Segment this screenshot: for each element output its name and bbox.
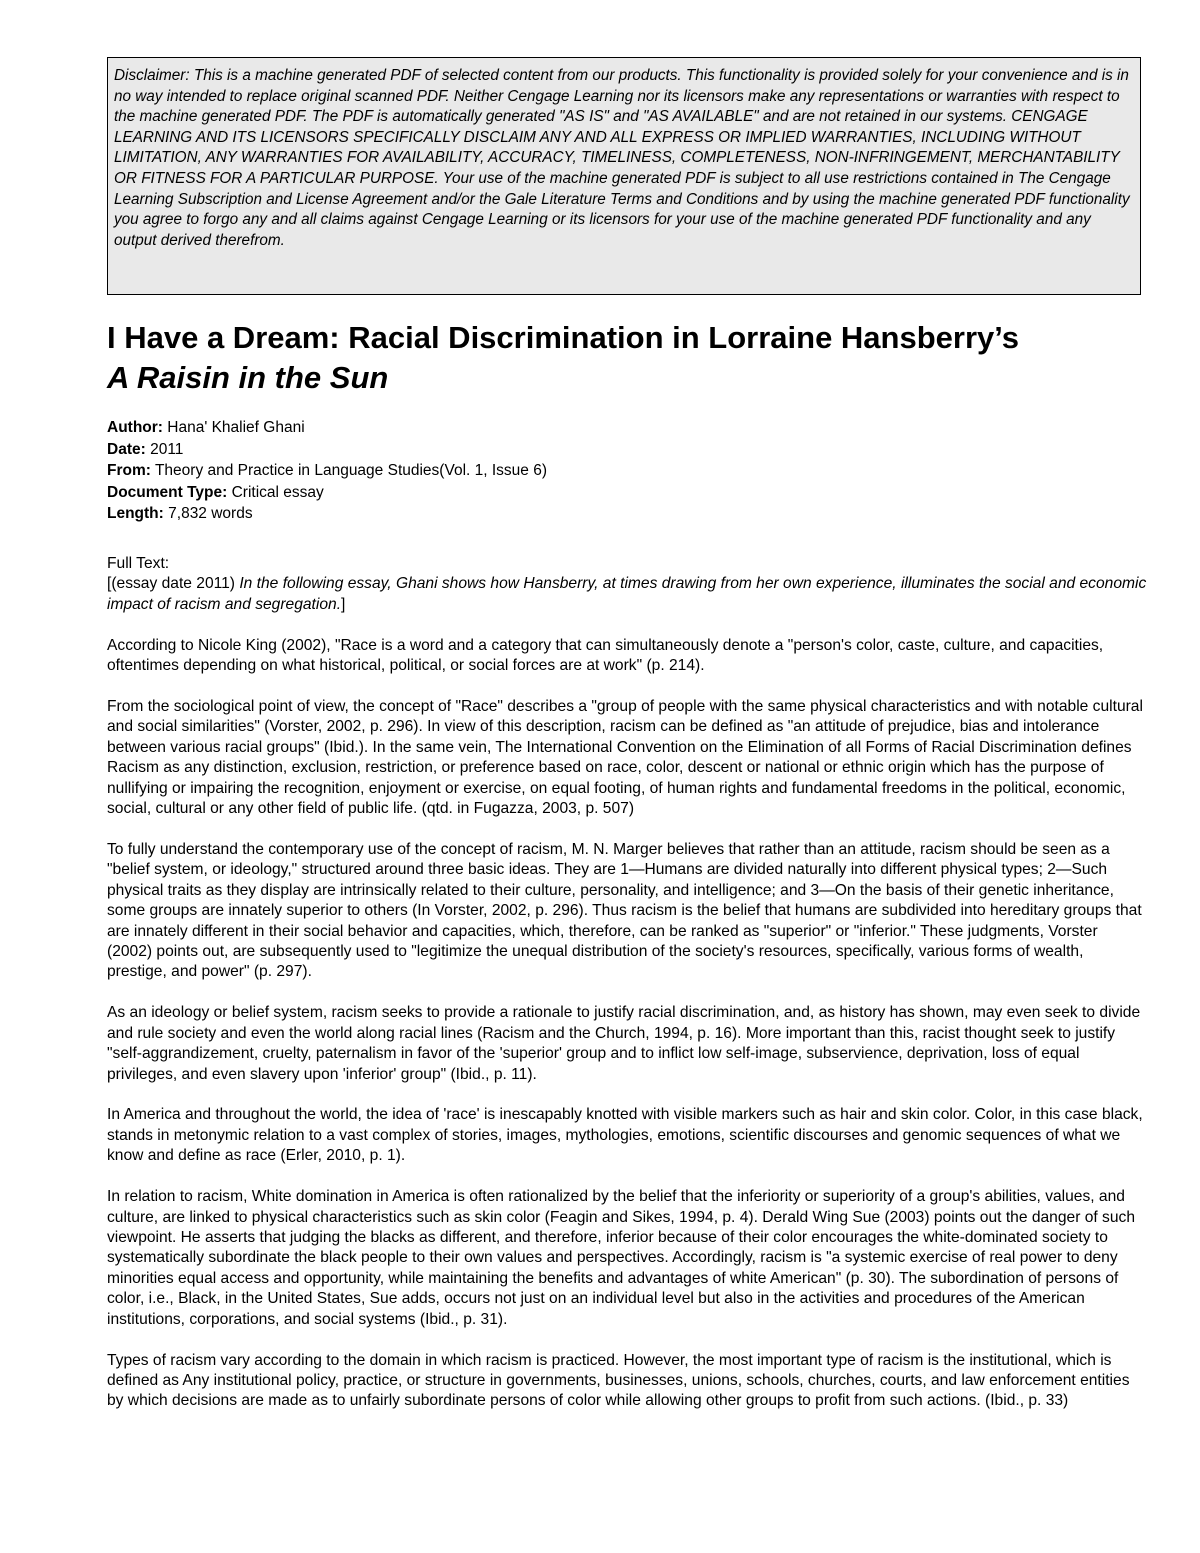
intro-close: ] bbox=[341, 595, 346, 613]
meta-date-value: 2011 bbox=[150, 440, 184, 458]
paragraph: In relation to racism, White domination in America is often rationalized by the belief that the inferiority or superiority of a group's abilities, values, and culture, are linked to physical characteristics such as skin color (Feagin and Sikes, 1994, p. 4). Derald Wing Sue (2003) points out the danger of such viewpoint. He asserts that judging the blacks as different, and therefore, inferior because of their color encourages the white-dominated society to systematically subordinate the black people to their own values and perspectives. Accordingly, racism is "a systemic exercise of real power to deny minorities equal access and opportunity, while maintaining the benefits and advantages of white American" (p. 30). The subordination of persons of color, i.e., Black, in the United States, Sue adds, occurs not just on an individual level but also in the activities and procedures of the American institutions, corporations, and social systems (Ibid., p. 31). bbox=[107, 1188, 1135, 1328]
intro-note bbox=[107, 574, 1147, 615]
title-italic: A Raisin in the Sun bbox=[107, 360, 389, 395]
intro-italic: In the following essay, Ghani shows how Hansberry, at times drawing from her own experience, illuminates the social and economic impact of racism and segregation. bbox=[107, 575, 1147, 613]
meta-length-label: Length: bbox=[107, 505, 164, 522]
meta-author-value: Hana' Khalief Ghani bbox=[167, 419, 305, 436]
paragraph: According to Nicole King (2002), "Race is a word and a category that can simultaneously denote a "person's color, caste, culture, and capacities, oftentimes depending on what historical, political, or social forces are at work" (p. 214). bbox=[107, 636, 1104, 675]
meta-from-value: Theory and Practice in Language Studies(Vol. 1, Issue 6) bbox=[154, 462, 547, 479]
article-metadata bbox=[107, 417, 1107, 525]
paragraph: From the sociological point of view, the concept of "Race" describes a "group of people with the same physical characteristics and with notable cultural and social similarities" (Vorster, 2002, p. 296). In view of this description, racism can be defined as "an attitude of prejudice, bias and intolerance between various racial groups" (Ibid.). In the same vein, The International Convention on the Elimination of all Forms of Racial Discrimination defines Racism as any distinction, exclusion, restriction, or preference based on race, color, descent or national or ethnic origin which has the purpose of nullifying or impairing the recognition, enjoyment or exercise, on equal footing, of human rights and fundamental freedoms in the political, economic, social, cultural or any other field of public life. (qtd. in Fugazza, 2003, p. 507) bbox=[107, 698, 1143, 818]
article-body bbox=[107, 554, 1147, 1432]
meta-author-label: Author: bbox=[107, 419, 163, 436]
meta-from bbox=[107, 460, 1107, 482]
meta-document-type bbox=[107, 482, 1107, 504]
intro-open: [(essay date 2011) bbox=[107, 575, 240, 593]
paragraph: To fully understand the contemporary use of the concept of racism, M. N. Marger believes that rather than an attitude, racism should be seen as a "belief system, or ideology," structured around three basic ideas. They are 1—Humans are divided naturally into different physical types; 2—Such physical traits as they display are intrinsically related to their culture, personality, and intelligence; and 3—On the basis of their genetic inheritance, some groups are innately superior to others (In Vorster, 2002, p. 296). Thus racism is the belief that humans are subdivided into hereditary groups that are innately different in their social behavior and capacities, which, therefore, can be ranked as "superior" or "inferior." These judgments, Vorster (2002) points out, are subsequently used to "legitimize the unequal distribution of the society's resources, specifically, various forms of wealth, prestige, and power" (p. 297). bbox=[107, 840, 1142, 981]
paragraph: As an ideology or belief system, racism seeks to provide a rationale to justify racial discrimination, and, as history has shown, may even seek to divide and rule society and even the world along racial lines (Racism and the Church, 1994, p. 16). More important than this, racist thought seek to justify "self-aggrandizement, cruelty, paternalism in favor of the 'superior' group and to inflict low self-image, subservience, deprivation, loss of equal privileges, and even slavery upon 'inferior' group" (Ibid., p. 11). bbox=[107, 1004, 1141, 1083]
meta-author bbox=[107, 417, 1107, 439]
meta-document-type-value: Critical essay bbox=[231, 483, 324, 501]
meta-date-label: Date: bbox=[107, 440, 146, 458]
title-main: I Have a Dream: Racial Discrimination in Lorraine Hansberry’s bbox=[107, 320, 1019, 355]
paragraph: Types of racism vary according to the domain in which racism is practiced. However, the most important type of racism is the institutional, which is defined as Any institutional policy, practice, or structure in governments, businesses, unions, schools, churches, courts, and law enforcement entities by which decisions are made as to unfairly subordinate persons of color while allowing other groups to profit from such actions. (Ibid., p. 33) bbox=[107, 1351, 1130, 1410]
meta-date bbox=[107, 439, 1107, 461]
meta-document-type-label: Document Type: bbox=[107, 483, 228, 501]
fulltext-label: Full Text: bbox=[107, 555, 170, 572]
article-title bbox=[107, 318, 1167, 398]
disclaimer-text: Disclaimer: This is a machine generated PDF of selected content from our products. This functionality is provided solely for your convenience and is in no way intended to replace original scanned PDF. Neither Cengage Learning nor its licensors make any representations or warranties with respect to the machine generated PDF. The PDF is automatically generated "AS IS" and "AS AVAILABLE" and are not retained in our systems. CENGAGE LEARNING AND ITS LICENSORS SPECIFICALLY DISCLAIM ANY AND ALL EXPRESS OR IMPLIED WARRANTIES, INCLUDING WITHOUT LIMITATION, ANY WARRANTIES FOR AVAILABILITY, ACCURACY, TIMELINESS, COMPLETENESS, NON-INFRINGEMENT, MERCHANTABILITY OR FITNESS FOR A PARTICULAR PURPOSE. Your use of the machine generated PDF is subject to all use restrictions contained in The Cengage Learning Subscription and License Agreement and/or the Gale Literature Terms and Conditions and by using the machine generated PDF functionality you agree to forgo any and all claims against Cengage Learning or its licensors for your use of the machine generated PDF functionality and any output derived therefrom. bbox=[114, 67, 1130, 249]
disclaimer-box bbox=[107, 57, 1141, 295]
meta-from-label: From: bbox=[107, 462, 151, 479]
meta-length bbox=[107, 503, 1107, 525]
paragraph: In America and throughout the world, the idea of 'race' is inescapably knotted with visible markers such as hair and skin color. Color, in this case black, stands in metonymic relation to a vast complex of stories, images, mythologies, emotions, scientific discourses and genomic sequences of what we know and define as race (Erler, 2010, p. 1). bbox=[107, 1106, 1143, 1165]
meta-length-value: 7,832 words bbox=[168, 505, 253, 522]
